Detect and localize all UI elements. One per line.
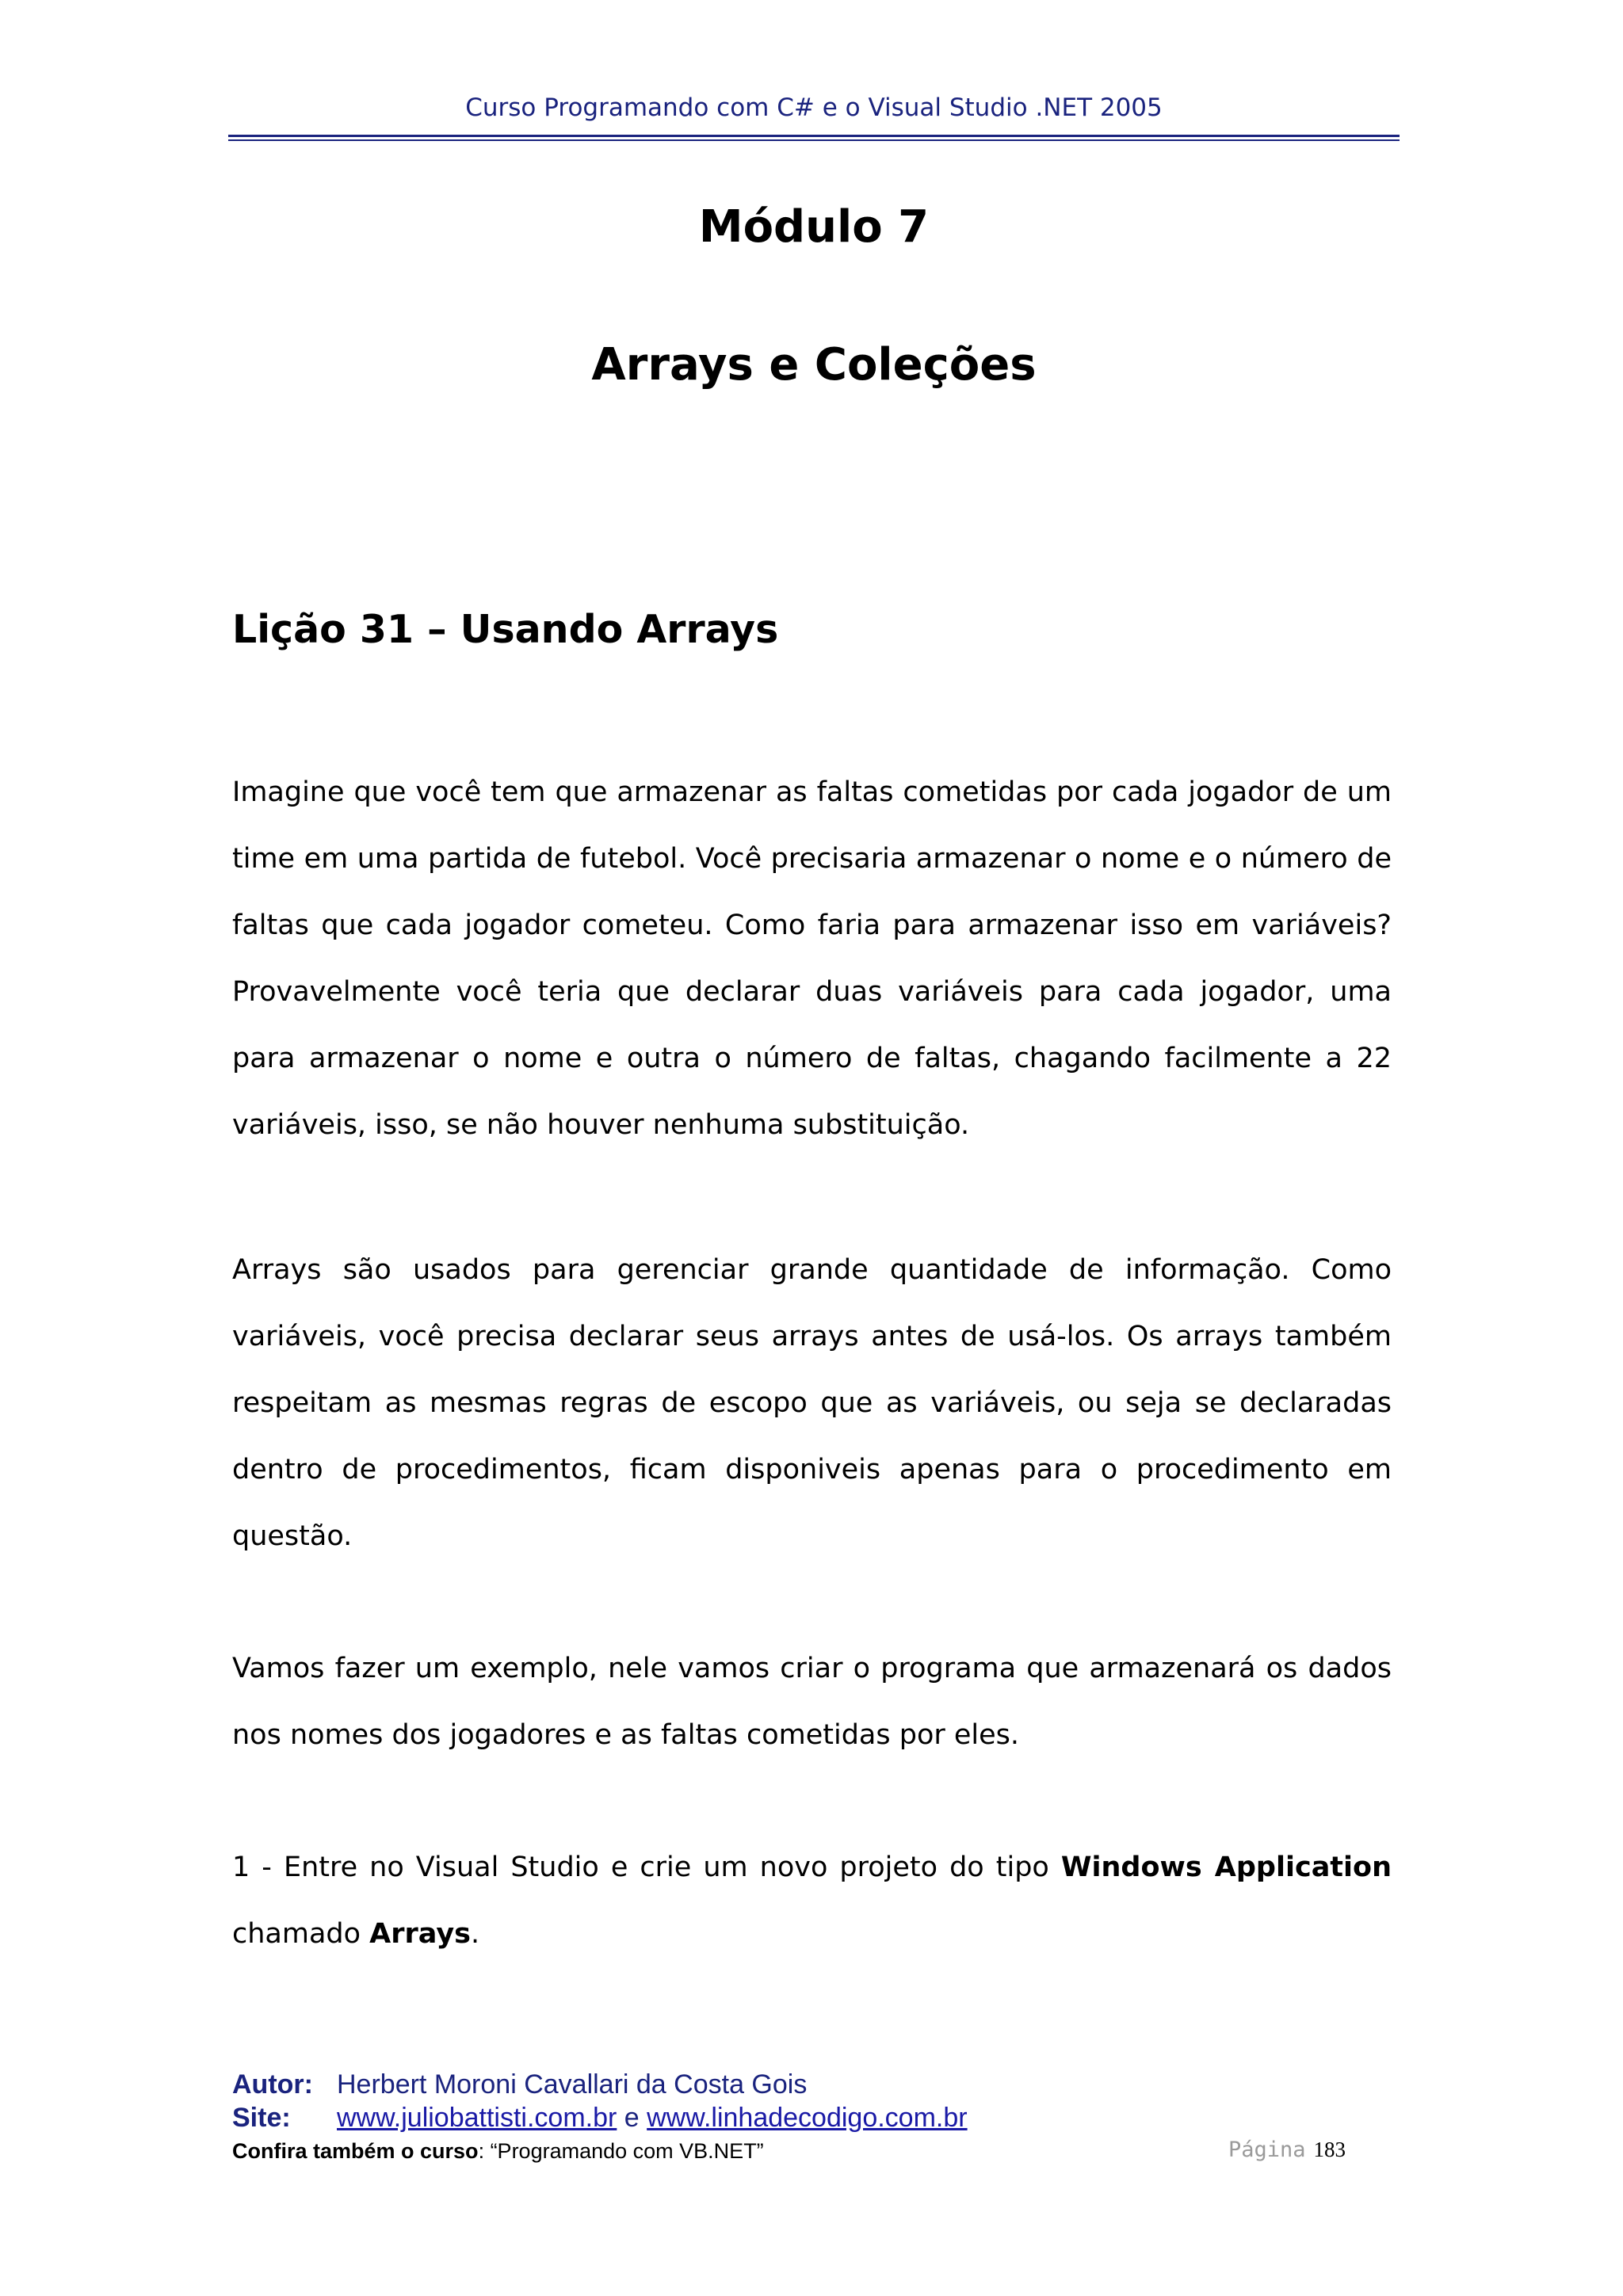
step-1-suffix: . bbox=[470, 1918, 480, 1950]
step-1-prefix: 1 - Entre no Visual Studio e crie um novo projeto do tipo bbox=[232, 1852, 1061, 1883]
page-number-label: Página bbox=[1228, 2138, 1306, 2162]
step-1-project-type: Windows Application bbox=[1060, 1852, 1392, 1883]
step-1-paragraph bbox=[232, 1834, 1392, 1967]
module-title: Módulo 7 bbox=[698, 201, 930, 253]
footer-confira-label: Confira também o curso bbox=[232, 2139, 479, 2163]
step-1-middle: chamado bbox=[232, 1918, 370, 1950]
body-paragraph-2: Arrays são usados para gerenciar grande quantidade de informação. Como variáveis, você precisa declarar seus arrays antes de usá-los. Os arrays também respeitam as mesmas regras de escopo que as variáveis, ou seja se declaradas dentro de procedimentos, ficam disponiveis apenas para o procedimento em questão. bbox=[232, 1254, 1392, 1552]
header-divider-secondary bbox=[228, 139, 1400, 141]
body-paragraph-3: Vamos fazer um exemplo, nele vamos criar o programa que armazenará os dados nos nomes dos jogadores e as faltas cometidas por eles. bbox=[232, 1653, 1392, 1751]
module-subtitle: Arrays e Coleções bbox=[591, 339, 1037, 391]
footer-confira-text: : “Programando com VB.NET” bbox=[478, 2139, 764, 2163]
footer-site-label: Site: bbox=[232, 2103, 291, 2133]
lesson-title: Lição 31 – Usando Arrays bbox=[232, 607, 779, 652]
footer-author-name: Herbert Moroni Cavallari da Costa Gois bbox=[337, 2069, 808, 2100]
footer-site-link-juliobattisti[interactable]: www.juliobattisti.com.br bbox=[337, 2103, 617, 2133]
footer-author bbox=[232, 2069, 807, 2100]
page-number bbox=[1228, 2138, 1346, 2162]
step-1-project-name: Arrays bbox=[369, 1918, 471, 1950]
page-number-value: 183 bbox=[1313, 2138, 1346, 2161]
footer-confira bbox=[232, 2139, 764, 2164]
body-paragraph-1: Imagine que você tem que armazenar as faltas cometidas por cada jogador de um time em uma partida de futebol. Você precisaria armazenar o nome e o número de faltas que cada jogador cometeu. Como faria para armazenar isso em variáveis? Provavelmente você teria que declarar duas variáveis para cada jogador, uma para armazenar o nome e outra o número de faltas, chagando facilmente a 22 variáveis, isso, se não houver nenhuma substituição. bbox=[232, 776, 1392, 1141]
page-header-course-title: Curso Programando com C# e o Visual Studio .NET 2005 bbox=[465, 93, 1163, 122]
footer-author-label: Autor: bbox=[232, 2069, 313, 2100]
footer-site-separator: e bbox=[617, 2103, 647, 2133]
footer-site-link-linhadecodigo[interactable]: www.linhadecodigo.com.br bbox=[647, 2103, 968, 2133]
footer-site bbox=[232, 2103, 968, 2134]
header-divider bbox=[228, 135, 1400, 137]
